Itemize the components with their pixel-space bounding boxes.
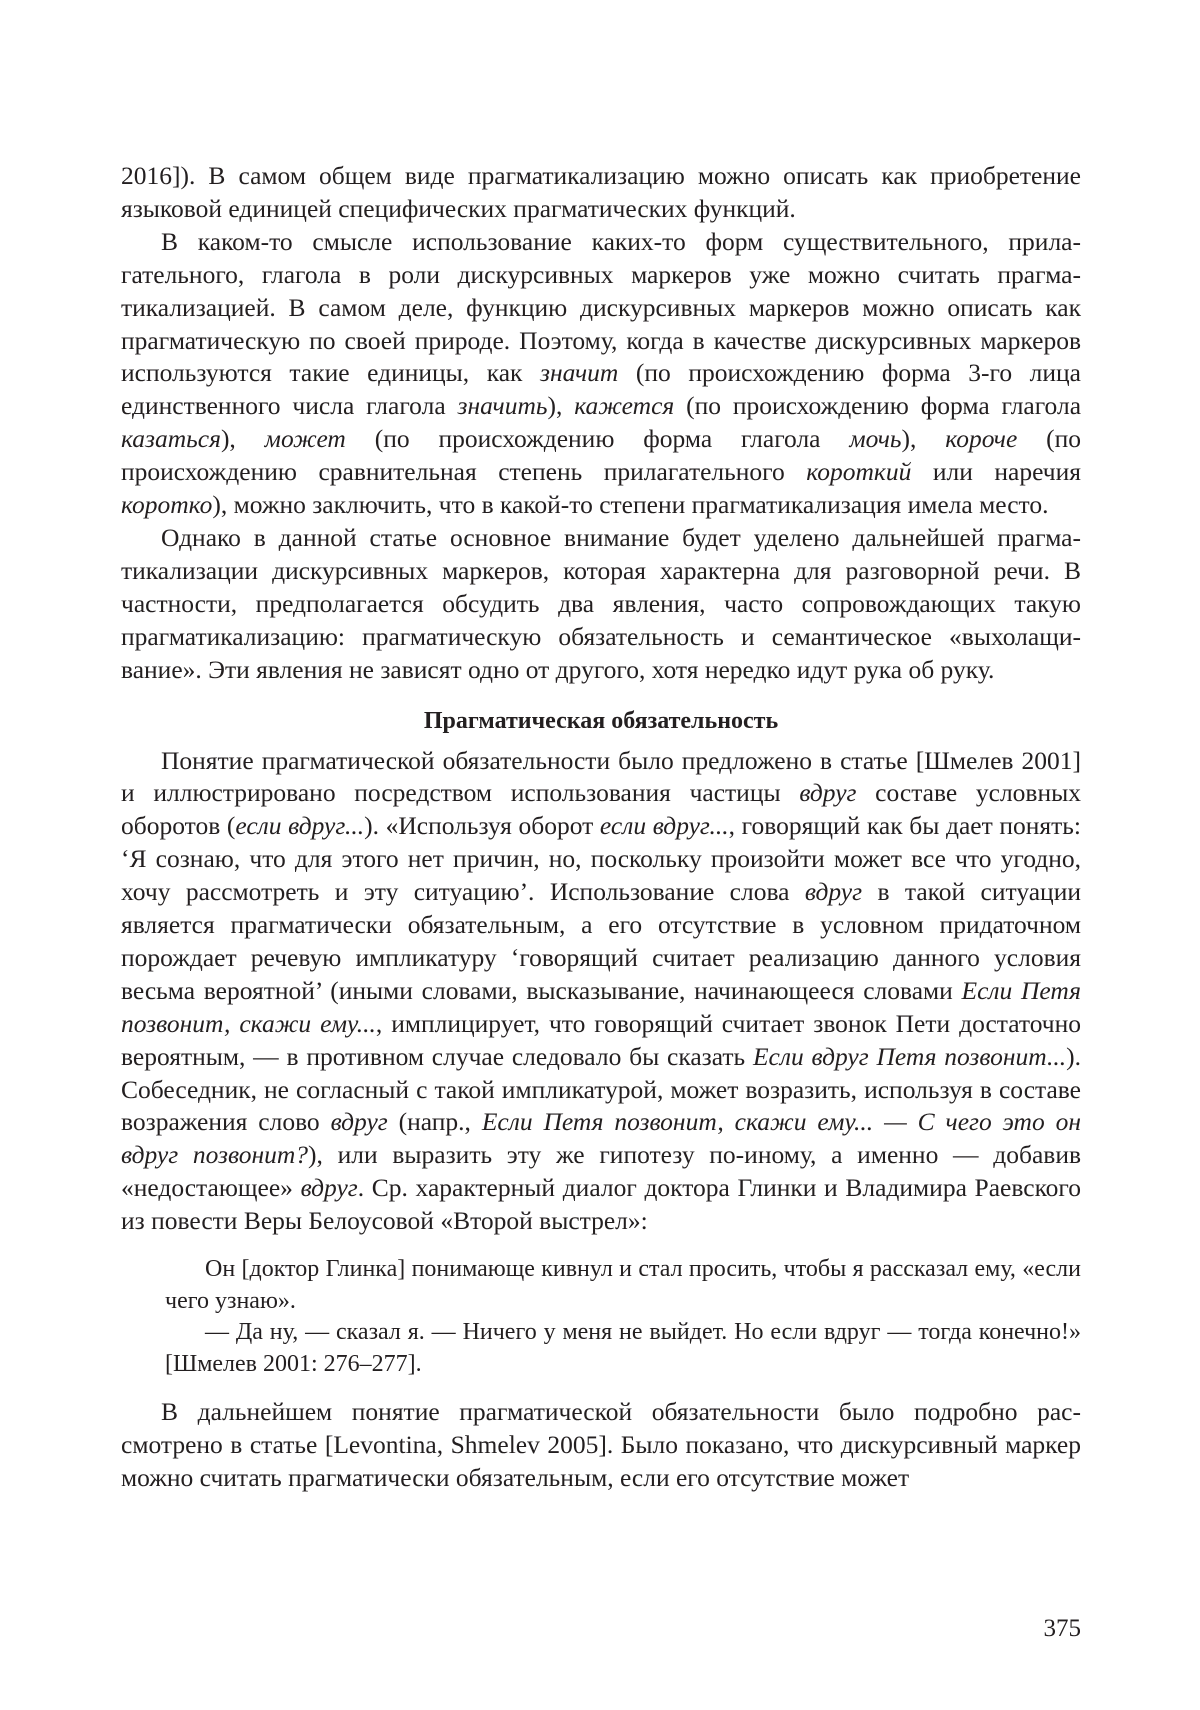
italic-term: если вдруг... — [235, 811, 365, 841]
italic-term: Если вдруг Петя позвонит... — [752, 1041, 1067, 1071]
paragraph: Однако в данной статье основное внимание будет уделено дальнейшей прагматикализации дискурсивных маркеров, которая характерна для разговорной речи. В частности, предполагается обсудить два явления, часто сопровождающих такую прагматикализацию: прагматическую обязательность и семантическое «выхолащивание». Эти явления не зависят одно от другого, хотя нередко идут рука об руку. — [121, 522, 1081, 684]
italic-term: если вдруг... — [599, 811, 729, 841]
italic-term: Если Петя позвонит, скажи ему... — С чего это он вдруг позвонит? — [121, 1107, 1081, 1170]
italic-term: Если Петя позвонит, скажи ему... — [121, 975, 1081, 1038]
italic-term: короткий — [806, 457, 912, 487]
page-number: 375 — [1043, 1615, 1081, 1642]
quote-paragraph: — Да ну, — сказал я. — Ничего у меня не выйдет. Но если вдруг — тогда конечно!» [Шмелев 2001: 276–277]. — [165, 1319, 1081, 1377]
italic-term: вдруг — [799, 778, 857, 808]
italic-term: значить — [457, 391, 548, 421]
italic-term: кажется — [574, 391, 675, 421]
paragraph: В каком-то смысле использование каких-то форм существительного, прилагательного, глагола в роли дискурсивных маркеров уже можно считать прагматикализацией. В самом деле, функцию дискурсивных маркеров можно описать как прагматическую по своей природе. Поэтому, когда в качестве дискурсивных маркеров используются такие единицы, как значит (по происхождению форма 3-го лица единственного числа глагола значить), кажется (по происхождению форма глагола казаться), может (по происхождению форма глагола мочь), короче (по происхождению сравнительная степень прилагательного короткий или наречия коротко), можно заключить, что в какой-то степени прагматикализация имела место. — [121, 226, 1082, 520]
page-body — [121, 160, 1081, 1495]
italic-term: короче — [945, 424, 1018, 454]
section-heading: Прагматическая обязательность — [423, 707, 779, 734]
italic-term: коротко — [121, 490, 213, 520]
paragraph: 2016]). В самом общем виде прагматикализацию можно описать как приобретение языковой единицей специфических прагматических функций. — [121, 161, 1081, 223]
paragraph: Понятие прагматической обязательности было предложено в статье [Шмелев 2001] и иллюстрировано посредством использования частицы вдруг составе условных оборотов (если вдруг...). «Используя оборот если вдруг..., говорящий как бы дает понять: ‘Я сознаю, что для этого нет причин, но, поскольку произойти может все что угодно, хочу рассмотреть и эту ситуацию’. Использование слова вдруг в такой ситуации является прагматически обязательным, а его отсутствие в условном придаточном порождает речевую импликатуру ‘говорящий считает реализацию данного условия весьма вероятной’ (иными словами, высказывание, начинающееся словами Если Петя позвонит, скажи ему..., имплицирует, что говорящий считает звонок Пети достаточно вероятным, — в противном случае следовало бы сказать Если вдруг Петя позвонит...). Собеседник, не согласный с такой импликатурой, может возразить, используя в составе возражения слово вдруг (напр., Если Петя позвонит, скажи ему... — С чего это он вдруг позвонит?), или выразить эту же гипотезу по-иному, а именно — добавив «недостающее» вдруг. Ср. характерный диалог доктора Глинки и Владимира Раевского из повести Веры Белоусовой «Второй выстрел»: — [121, 745, 1082, 1236]
paragraph: В дальнейшем понятие прагматической обязательности было подробно рассмотрено в статье [Levontina, Shmelev 2005]. Было показано, что дискурсивный маркер можно считать прагматически обязательным, если его отсутствие может — [121, 1397, 1081, 1492]
italic-term: вдруг — [300, 1173, 358, 1203]
italic-term: может — [264, 424, 346, 454]
italic-term: мочь — [849, 424, 902, 454]
italic-term: значит — [540, 358, 619, 388]
italic-term: вдруг — [330, 1107, 388, 1137]
italic-term: казаться — [121, 424, 221, 454]
quote-paragraph: Он [доктор Глинка] понимающе кивнул и стал просить, чтобы я рассказал ему, «если чего узнаю». — [165, 1256, 1081, 1314]
block-quote — [165, 1254, 1081, 1380]
italic-term: вдруг — [804, 877, 863, 907]
